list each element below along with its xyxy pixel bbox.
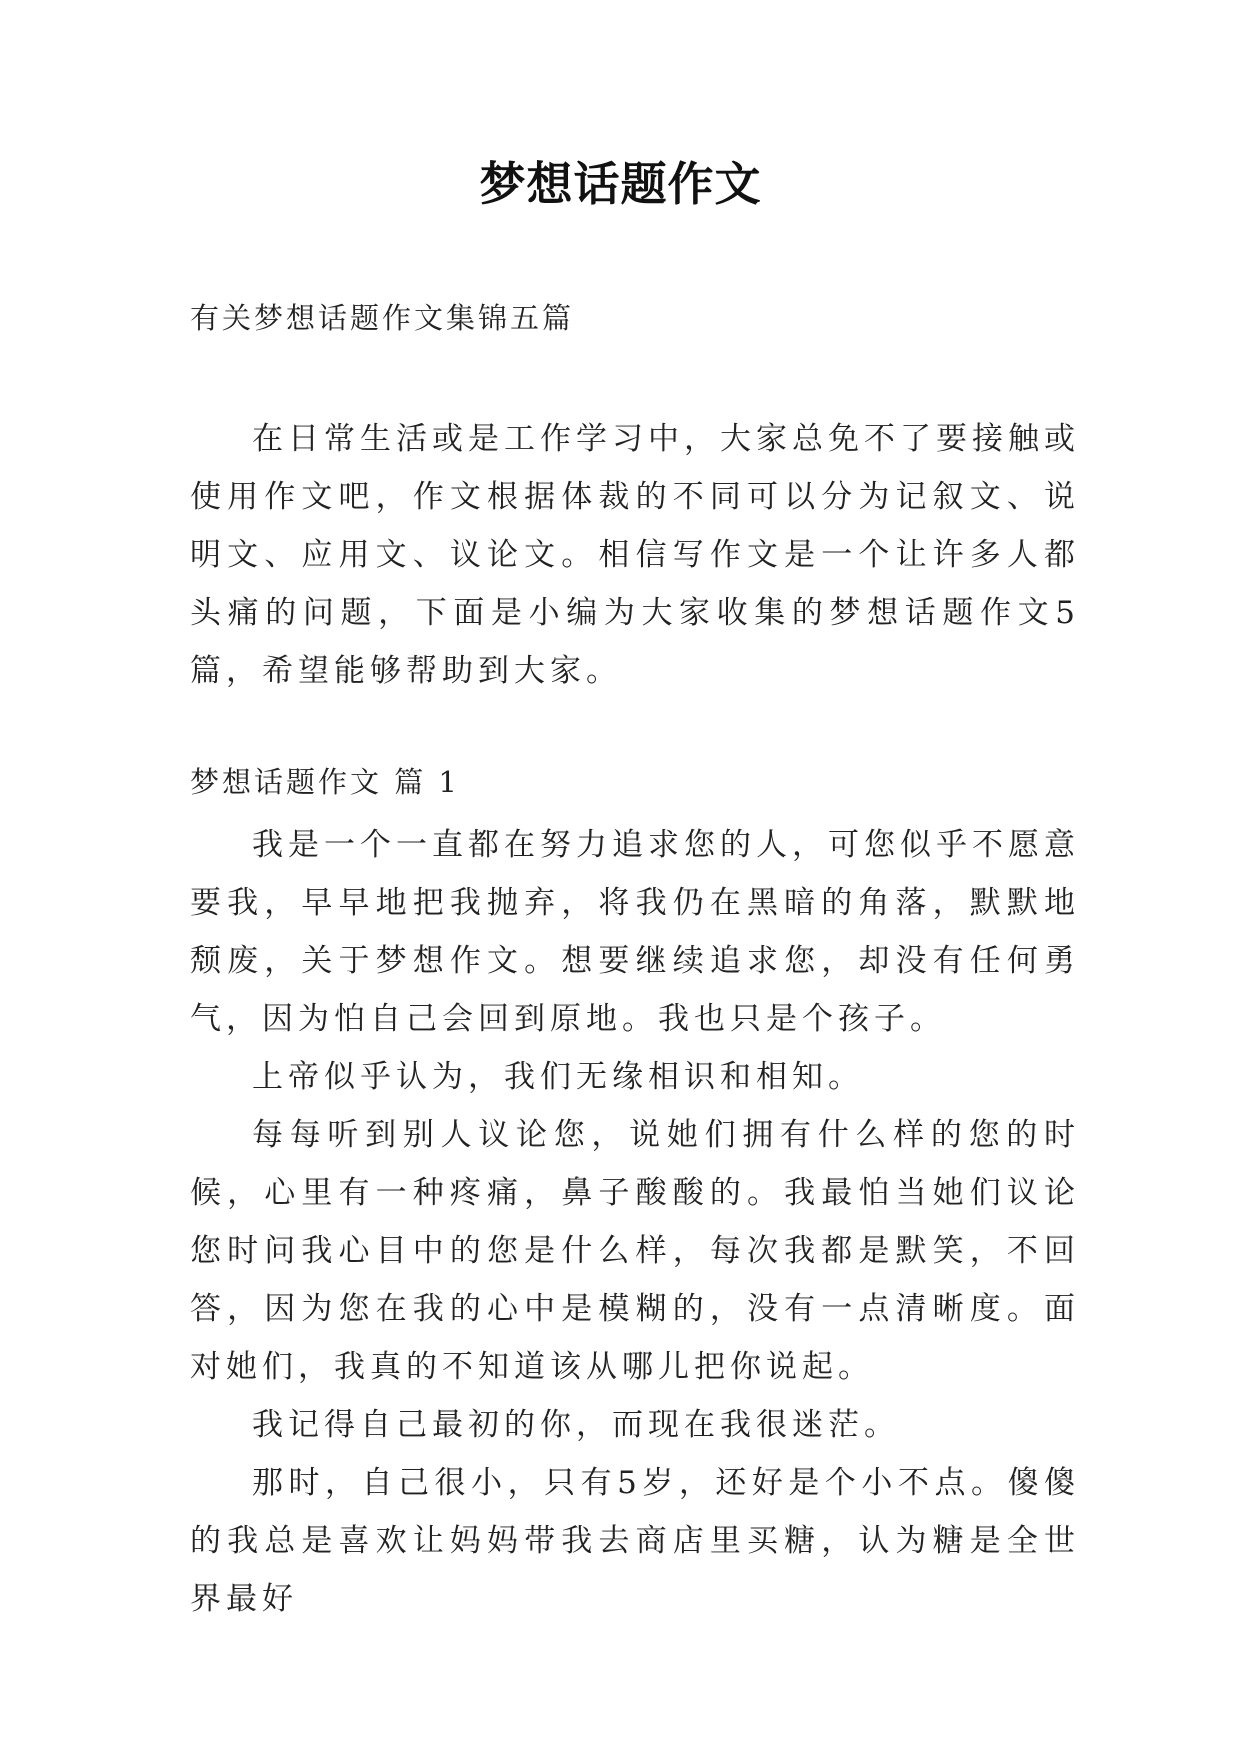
document-title: 梦想话题作文 — [479, 157, 762, 211]
paragraph: 我是一个一直都在努力追求您的人，可您似乎不愿意要我，早早地把我抛弃，将我仍在黑暗的角落，默默地颓废，关于梦想作文。想要继续追求您，却没有任何勇气，因为怕自己会回到原地。我也只是个孩子。 — [190, 827, 1080, 1037]
paragraph: 每每听到别人议论您，说她们拥有什么样的您的时候，心里有一种疼痛，鼻子酸酸的。我最怕当她们议论您时问我心目中的您是什么样，每次我都是默笑，不回答，因为您在我的心中是模糊的，没有一点清晰度。面对她们，我真的不知道该从哪儿把你说起。 — [190, 1117, 1080, 1385]
section-heading: 梦想话题作文 篇 1 — [190, 765, 460, 799]
article-body — [190, 816, 1080, 1628]
paragraph: 上帝似乎认为，我们无缘相识和相知。 — [252, 1059, 864, 1095]
document-subtitle: 有关梦想话题作文集锦五篇 — [190, 301, 575, 335]
intro-paragraph: 在日常生活或是工作学习中，大家总免不了要接触或使用作文吧，作文根据体裁的不同可以分为记叙文、说明文、应用文、议论文。相信写作文是一个让许多人都头痛的问题，下面是小编为大家收集的梦想话题作文5篇，希望能够帮助到大家。 — [190, 421, 1080, 689]
intro-block — [190, 410, 1080, 700]
paragraph: 我记得自己最初的你，而现在我很迷茫。 — [252, 1407, 900, 1443]
paragraph: 那时，自己很小，只有5岁，还好是个小不点。傻傻的我总是喜欢让妈妈带我去商店里买糖，认为糖是全世界最好 — [190, 1465, 1080, 1617]
